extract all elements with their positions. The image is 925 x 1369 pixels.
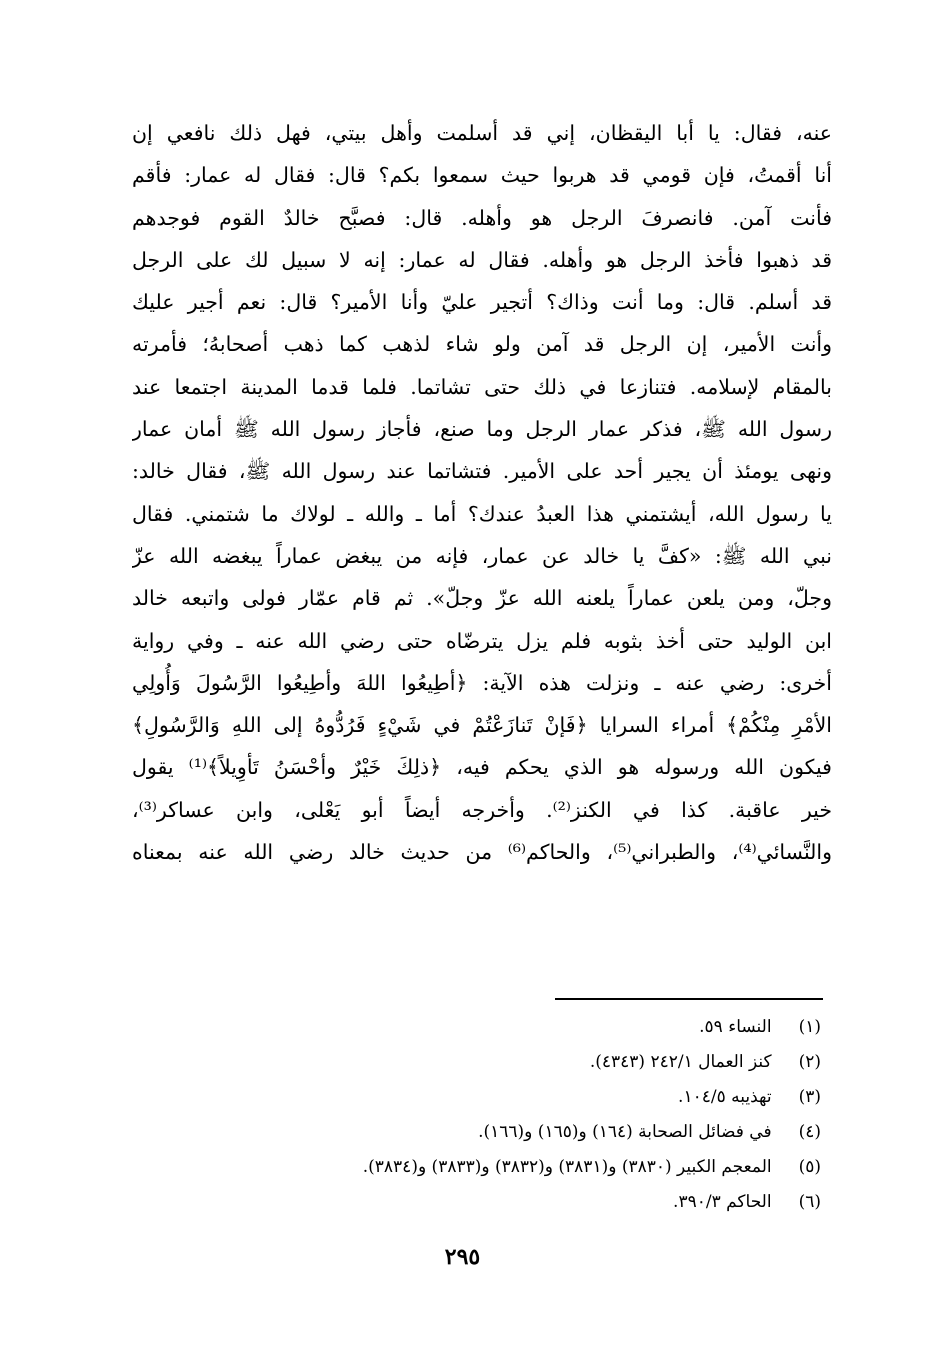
main-text xyxy=(132,112,832,873)
footnote-divider xyxy=(555,998,823,1000)
footnote-text: في فضائل الصحابة (١٦٤) و(١٦٥) و(١٦٦). xyxy=(478,1122,772,1142)
footnote-item xyxy=(121,1045,821,1080)
footnote-text: كنز العمال ٢٤٢/١ (٤٣٤٣). xyxy=(589,1052,772,1072)
footnote-number: (٤) xyxy=(798,1122,821,1142)
text-line: يا رسول الله، أيشتمني هذا العبدُ عندك؟ أما ـ والله ـ لولاك ما شتمني. فقال xyxy=(132,501,832,526)
footnote-number: (٣) xyxy=(798,1087,821,1107)
text-line: الأمْرِ مِنْكُمْ﴾ أمراء السرايا ﴿فَإنْ تَنازَعْتُمْ في شَيْءٍ فَرُدُّوهُ إلى اللهِ وَالرَّسُولِ﴾ xyxy=(132,713,832,738)
footnote-number: (٥) xyxy=(798,1157,821,1177)
text-line: خير عاقبة. كذا في الكنز⁽²⁾. وأخرجه أيضاً أبو يَعْلى، وابن عساكر⁽³⁾، xyxy=(132,797,832,822)
footnote-item xyxy=(121,1115,821,1150)
text-line: بالمقام لإسلامه. فتنازعا في ذلك حتى تشاتما. فلما قدما المدينة اجتمعا عند xyxy=(132,374,832,399)
footnotes xyxy=(121,1010,821,1220)
text-line: ابن الوليد حتى أخذ بثوبه فلم يزل يترضّاه حتى رضي الله عنه ـ وفي رواية xyxy=(132,628,832,653)
text-line: أخرى: رضي عنه ـ ونزلت هذه الآية: ﴿أطِيعُوا اللهَ وأطِيعُوا الرَّسُولَ وَأُولِي xyxy=(132,670,832,695)
footnote-number: (٢) xyxy=(798,1052,821,1072)
text-line: فيكون الله ورسوله هو الذي يحكم فيه، ﴿ذلِكَ خَيْرٌ وأحْسَنُ تَأوِيلاً﴾⁽¹⁾ يقول xyxy=(132,755,832,780)
footnote-item xyxy=(121,1080,821,1115)
text-line: والنَّسائي⁽⁴⁾، والطبراني⁽⁵⁾، والحاكم⁽⁶⁾ من حديث خالد رضي الله عنه بمعناه xyxy=(132,840,832,865)
text-line: ونهى يومئذ أن يجير أحد على الأمير. فتشاتما عند رسول الله ﷺ، فقال خالد: xyxy=(132,459,832,484)
text-line: فأنت آمن. فانصرفَ الرجل هو وأهله. قال: فصبَّح خالدٌ القوم فوجدهم xyxy=(132,205,832,230)
footnote-number: (١) xyxy=(798,1017,821,1037)
text-line: رسول الله ﷺ، فذكر عمار الرجل وما صنع، فأجاز رسول الله ﷺ أمان عمار xyxy=(132,417,832,442)
page-number: ٢٩٥ xyxy=(444,1244,481,1270)
footnote-item xyxy=(121,1150,821,1185)
footnote-text: تهذيبه ١٠٤/٥. xyxy=(678,1087,772,1107)
text-line: قد ذهبوا فأخذ الرجل هو وأهله. فقال له عمار: إنه لا سبيل لك على الرجل xyxy=(132,247,832,272)
footnote-number: (٦) xyxy=(798,1192,821,1212)
footnote-item xyxy=(121,1185,821,1220)
footnote-text: الحاكم ٣٩٠/٣. xyxy=(673,1192,772,1212)
footnote-text: النساء ٥٩. xyxy=(699,1017,772,1037)
text-line: وأنت الأمير، إن الرجل قد آمن ولو شاء لذهب كما ذهب أصحابهُ؛ فأمرته xyxy=(132,332,832,357)
footnote-item xyxy=(121,1010,821,1045)
text-line: أنا أقمتُ، فإن قومي قد هربوا حيث سمعوا بكم؟ قال: فقال له عمار: فأقم xyxy=(132,163,832,188)
text-line: عنه، فقال: يا أبا اليقظان، إني قد أسلمت وأهل بيتي، فهل ذلك نافعي إن xyxy=(132,121,832,145)
text-line: وجلّ، ومن يلعن عماراً يلعنه الله عزّ وجلّ». ثم قام عمّار فولى واتبعه خالد xyxy=(132,586,832,611)
text-line: نبي الله ﷺ: «كفَّ يا خالد عن عمار، فإنه من يبغض عماراً يبغضه الله عزّ xyxy=(132,543,832,568)
footnote-text: المعجم الكبير (٣٨٣٠) و(٣٨٣١) و(٣٨٣٢) و(٣٨٣٣) و(٣٨٣٤). xyxy=(362,1157,772,1177)
text-line: قد أسلم. قال: وما أنت وذاك؟ أتجير عليّ وأنا الأمير؟ قال: نعم أجير عليك xyxy=(132,290,832,315)
